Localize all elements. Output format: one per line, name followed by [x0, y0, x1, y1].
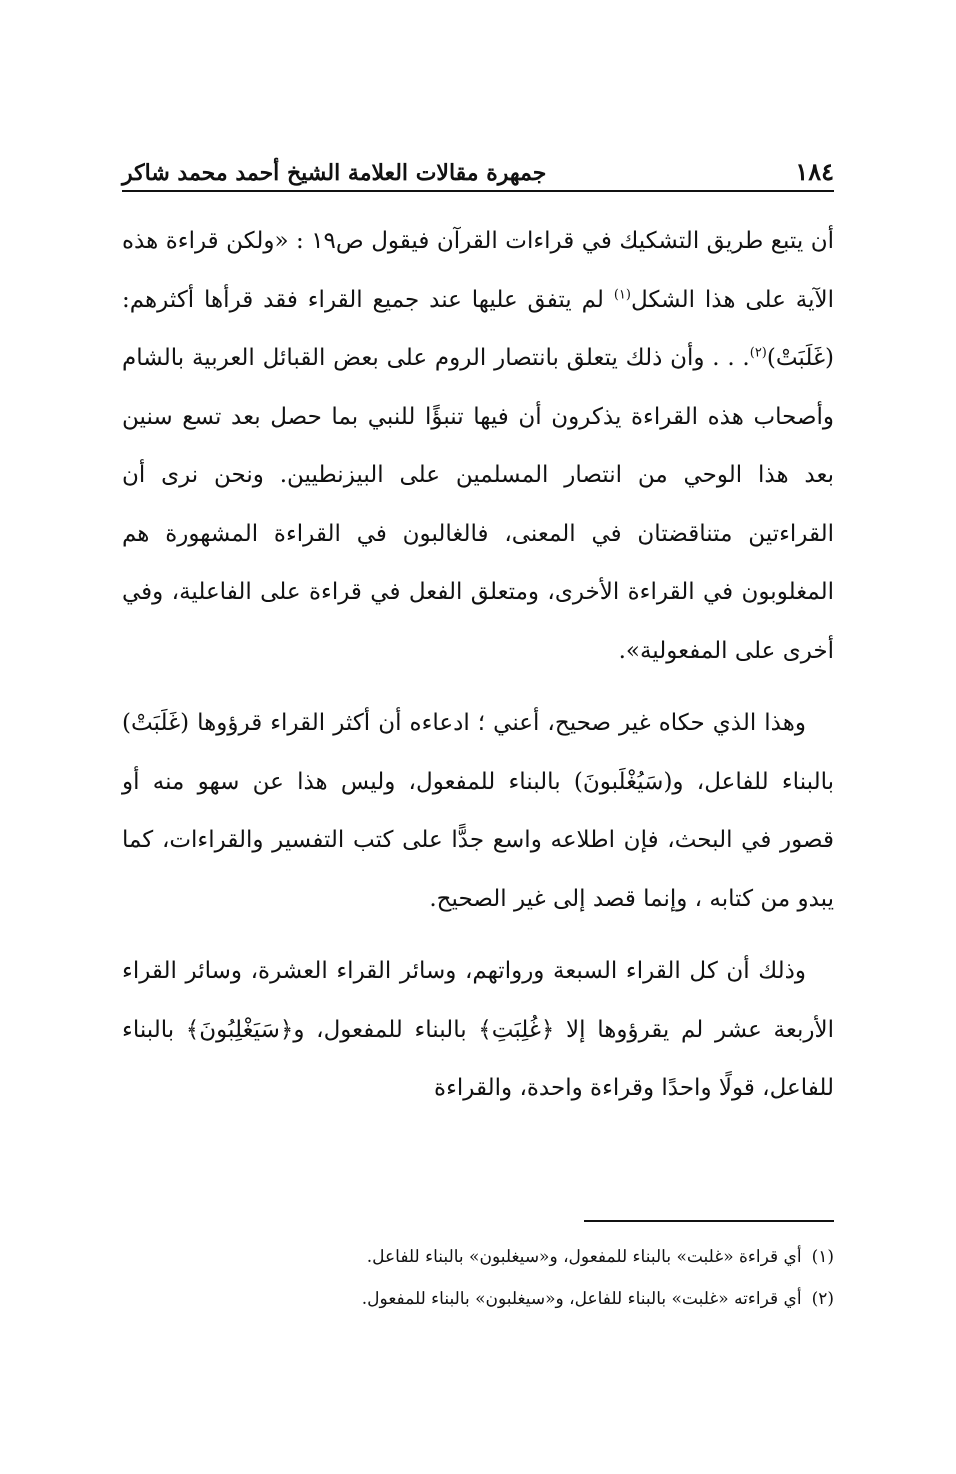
- paragraph-1-part-b: لم يتفق عليها عند جميع القراء فقد قرأها أكثرهم: (غَلَبَتْ): [122, 286, 834, 371]
- paragraph-3: وذلك أن كل القراء السبعة ورواتهم، وسائر القراء العشرة، وسائر القراء الأربعة عشر لم يقرؤوها إلا ﴿غُلِبَتِ﴾ بالبناء للمفعول، و﴿سَيَغْلِبُونَ﴾ بالبناء للفاعل، قولًا واحدًا وقراءة واحدة، والقراءة: [122, 958, 834, 1101]
- footnote-separator: [584, 1220, 834, 1222]
- footnote-1: [122, 1236, 834, 1278]
- footnote-ref-2: (٢): [749, 345, 767, 361]
- body-text: [122, 212, 834, 1118]
- footnote-2: [122, 1278, 834, 1320]
- paragraph-2: وهذا الذي حكاه غير صحيح، أعني ؛ ادعاءه أن أكثر القراء قرؤوها (غَلَبَتْ) بالبناء للفاعل، و(سَيُغْلَبونَ) بالبناء للمفعول، وليس هذا عن سهو منه أو قصور في البحث، فإن اطلاعه واسع جدًّا على كتب التفسير والقراءات، كما يبدو من كتابه ، وإنما قصد إلى غير الصحيح.: [122, 710, 834, 912]
- footnote-1-text: أي قراءة «غلبت» بالبناء للمفعول، و«سيغلبون» بالبناء للفاعل.: [366, 1247, 802, 1267]
- paragraph-1: [122, 212, 834, 680]
- book-title: جمهرة مقالات العلامة الشيخ أحمد محمد شاكر: [122, 160, 547, 186]
- running-header: [122, 142, 834, 192]
- page-number: ١٨٤: [795, 157, 834, 186]
- footnote-1-mark: (١): [811, 1247, 834, 1267]
- paragraph-1-part-c: . . . وأن ذلك يتعلق بانتصار الروم على بعض القبائل العربية بالشام وأصحاب هذه القراءة يذكرون أن فيها تنبؤًا للنبي بما حصل بعد تسع سنين بعد هذا الوحي من انتصار المسلمين على البيزنطيين. ونحن نرى أن القراءتين متناقضتان في المعنى، فالغالبون في القراءة المشهورة هم المغلوبون في القراءة الأخرى، ومتعلق الفعل في قراءة على الفاعلية، وفي أخرى على المفعولية».: [122, 345, 834, 664]
- footnote-2-text: أي قراءته «غلبت» بالبناء للفاعل، و«سيغلبون» بالبناء للمفعول.: [361, 1289, 802, 1309]
- footnotes: [122, 1236, 834, 1320]
- paragraph-1-part-a: أن يتبع طريق التشكيك في قراءات القرآن فيقول ص١٩ : «ولكن قراءة هذه الآية على هذا الشكل: [122, 228, 835, 313]
- footnote-2-mark: (٢): [811, 1289, 834, 1309]
- footnote-ref-1: (١): [613, 286, 631, 302]
